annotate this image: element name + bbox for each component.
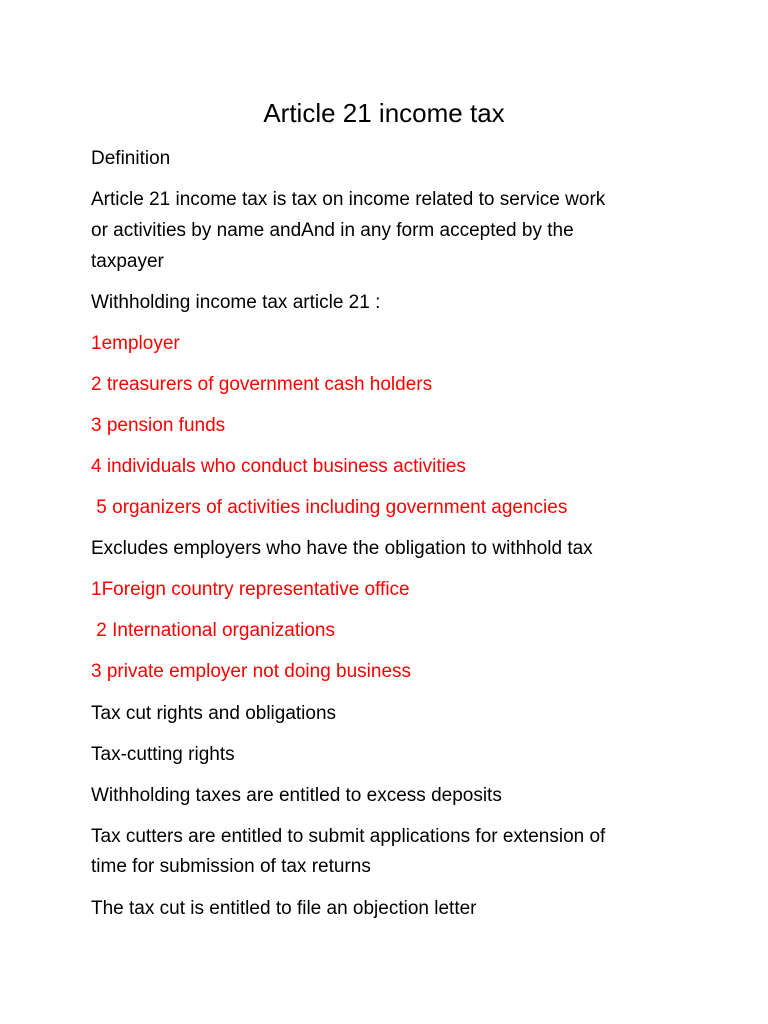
- rights-heading: Tax cut rights and obligations: [91, 703, 337, 724]
- rights-item-2-line-1: Tax cutters are entitled to submit applications for extension of: [91, 826, 606, 847]
- rights-item-3: The tax cut is entitled to file an objection letter: [91, 898, 477, 919]
- withholder-item-3: 3 pension funds: [91, 415, 226, 436]
- definition-line-1: Article 21 income tax is tax on income related to service work: [91, 189, 606, 210]
- withholder-item-1: 1employer: [91, 333, 180, 354]
- withholding-heading: Withholding income tax article 21 :: [91, 292, 381, 313]
- rights-item-1: Withholding taxes are entitled to excess deposits: [91, 785, 502, 806]
- withholder-item-5: 5 organizers of activities including government agencies: [91, 497, 568, 518]
- definition-heading: Definition: [91, 148, 171, 169]
- withholder-item-2: 2 treasurers of government cash holders: [91, 374, 433, 395]
- excluded-item-2: 2 International organizations: [91, 620, 335, 641]
- rights-subheading: Tax-cutting rights: [91, 744, 235, 765]
- definition-line-3: taxpayer: [91, 251, 164, 272]
- document-title: Article 21 income tax: [263, 98, 505, 128]
- excludes-heading: Excludes employers who have the obligation to withhold tax: [91, 538, 593, 559]
- rights-item-2-line-2: time for submission of tax returns: [91, 856, 371, 877]
- excluded-item-3: 3 private employer not doing business: [91, 661, 412, 682]
- excluded-item-1: 1Foreign country representative office: [91, 579, 410, 600]
- definition-line-2: or activities by name andAnd in any form accepted by the: [91, 220, 574, 241]
- withholder-item-4: 4 individuals who conduct business activities: [91, 456, 466, 477]
